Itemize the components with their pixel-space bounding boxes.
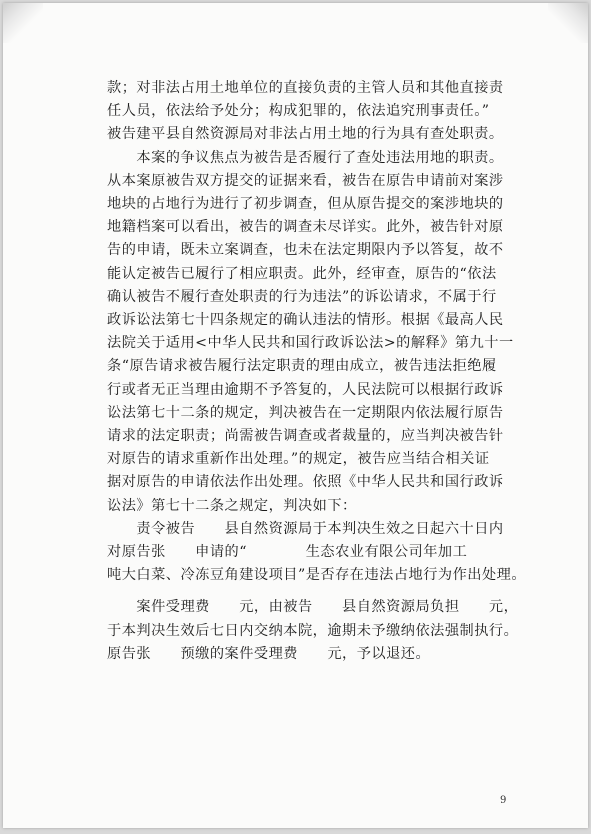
text-line: 从本案原被告双方提交的证据来看，被告在原告申请前对案涉 bbox=[107, 172, 504, 189]
text-line: 法院关于适用<中华人民共和国行政诉讼法>的解释》第九十一 bbox=[107, 335, 514, 352]
text-line: 责令被告 县自然资源局于本判决生效之日起六十日内 bbox=[107, 520, 504, 537]
text-line: 行或者无正当理由逾期不予答复的，人民法院可以根据行政诉 bbox=[107, 381, 504, 398]
text-line: 款；对非法占用土地单位的直接负责的主管人员和其他直接责 bbox=[107, 80, 504, 96]
text-line: 确认被告不履行查处职责的行为违法”的诉讼请求，不属于行 bbox=[107, 288, 497, 305]
text-line: 原告张 预缴的案件受理费 元，予以退还。 bbox=[107, 645, 431, 662]
text-line: 告的申请，既未立案调查，也未在法定期限内予以答复，故不 bbox=[107, 242, 504, 259]
text-line: 被告建平县自然资源局对非法占用土地的行为具有查处职责。 bbox=[107, 126, 504, 143]
scan-corner-shadow bbox=[3, 3, 43, 43]
text-line: 于本判决生效后七日内交纳本院，逾期未予缴纳依法强制执行。 bbox=[107, 622, 519, 639]
page-number: 9 bbox=[500, 795, 507, 806]
text-line: 对原告的请求重新作出处理。”的规定，被告应当结合相关证 bbox=[107, 451, 490, 468]
text-line: 据对原告的申请依法作出处理。依照《中华人民共和国行政诉 bbox=[107, 474, 504, 491]
text-line: 讼法第七十二条的规定，判决被告在一定期限内依法履行原告 bbox=[107, 404, 504, 421]
scan-corner-shadow bbox=[548, 3, 588, 43]
text-line: 请求的法定职责；尚需被告调查或者裁量的，应当判决被告针 bbox=[107, 428, 504, 445]
text-line: 地块的占地行为进行了初步调查，但从原告提交的案涉地块的 bbox=[107, 196, 504, 213]
text-line: 任人员，依法给予处分；构成犯罪的，依法追究刑事责任。” bbox=[107, 103, 490, 120]
text-line: 讼法》第七十二条之规定，判决如下： bbox=[107, 497, 357, 514]
text-line: 条“原告请求被告履行法定职责的理由成立，被告违法拒绝履 bbox=[107, 358, 497, 375]
text-line: 政诉讼法第七十四条规定的确认违法的情形。根据《最高人民 bbox=[107, 312, 504, 329]
judgment-body-text bbox=[107, 77, 525, 666]
text-line: 案件受理费 元，由被告 县自然资源局负担 元， bbox=[107, 599, 519, 616]
text-line: 能认定被告已履行了相应职责。此外，经审查，原告的“依法 bbox=[107, 265, 497, 282]
text-line: 地籍档案可以看出，被告的调查未尽详实。此外，被告针对原 bbox=[107, 219, 504, 236]
document-page bbox=[3, 3, 588, 828]
text-line: 吨大白菜、冷冻豆角建设项目”是否存在违法占地行为作出处理。 bbox=[107, 567, 527, 584]
paragraph-gap bbox=[107, 587, 525, 596]
text-line: 对原告张 申请的“ 生态农业有限公司年加工 bbox=[107, 544, 468, 561]
text-line: 本案的争议焦点为被告是否履行了查处违法用地的职责。 bbox=[107, 149, 504, 166]
